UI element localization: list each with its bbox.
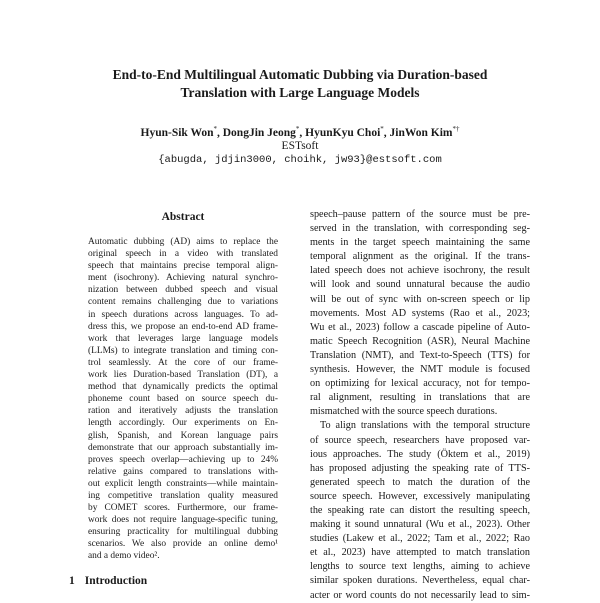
text-line: matic Speech Recognition (ASR), Neural Machine [310, 335, 530, 347]
author-list [60, 122, 540, 140]
text-line: scenarios. We also provide an online demo¹ [88, 539, 278, 550]
author-separator: , [299, 126, 306, 139]
author-affiliation: ESTsoft [281, 140, 319, 152]
text-line: source speech. However, excessively manipulating [310, 490, 530, 502]
text-line: original speech in a video with translated [88, 249, 278, 260]
text-line: ious approaches. The study (Öktem et al., 2019) [310, 448, 530, 460]
text-line: has proposed adjusting the speaking rate of TTS- [310, 462, 530, 474]
text-line: relative gains compared to translations with- [88, 466, 278, 477]
author-name: HyunKyu Choi [305, 126, 381, 139]
author-separator: , [217, 126, 223, 139]
text-line: proves speech overlap—achieving up to 24% [88, 454, 278, 465]
title-line-1: End-to-End Multilingual Automatic Dubbing via Duration-based [112, 67, 488, 82]
text-line: acter or word counts do not necessarily lead to sim- [310, 589, 530, 601]
text-line: work does not require language-specific tuning, [88, 515, 278, 526]
text-line: lated speech does not achieve isochrony, the result [310, 265, 530, 277]
text-line: on optimizing for lexical accuracy, not for tempo- [310, 378, 530, 390]
text-line: glish, Spanish, and Korean language pairs [88, 430, 278, 441]
text-line: dress this, we propose an end-to-end AD frame- [88, 321, 278, 332]
author-mark: * [213, 125, 217, 133]
text-line: phoneme count based on source speech du- [88, 394, 278, 405]
text-line: served in the translation, with corresponding seg- [310, 223, 530, 235]
section-title: Introduction [84, 575, 148, 587]
text-line: content remains challenging due to variations [88, 297, 278, 308]
text-line: length accordingly. Our experiments on En- [88, 418, 278, 429]
text-line: out explicit length constraints—while maintain- [88, 478, 278, 489]
text-line: the speaking rate can distort the resulting speech, [310, 504, 530, 516]
author-mark: * [380, 125, 384, 133]
text-line: generated speech to match the duration of the [310, 476, 530, 488]
text-line: method that dynamically predicts the optimal [88, 382, 278, 393]
author-emails: {abugda, jdjin3000, choihk, jw93}@estsoft.com [158, 154, 442, 166]
text-line: of source speech, researchers have proposed var- [310, 434, 530, 446]
abstract-heading: Abstract [161, 211, 205, 223]
text-line: work lies Duration-based Translation (DT), a [88, 370, 278, 381]
text-line: ration and iteratively adjusts the translation [88, 406, 278, 417]
text-line: temporal alignment as the original. If the trans- [310, 251, 530, 263]
text-line: synthesis. However, the NMT module is focused [310, 364, 530, 376]
section-number: 1 [69, 575, 75, 587]
text-line: work that leverages large language models [88, 333, 278, 344]
text-line: To align translations with the temporal structure [320, 420, 530, 432]
author-name: Hyun-Sik Won [140, 126, 214, 139]
text-line: ensuring practicality for multilingual dubbing [88, 527, 278, 538]
section-heading-introduction [69, 574, 147, 588]
text-line: speech that maintains precise temporal align- [88, 261, 278, 272]
text-line: movements. Most AD systems (Rao et al., 2023; [310, 307, 530, 319]
text-line: in speech durations across languages. To ad- [88, 309, 278, 320]
text-line: Wu et al., 2023) follow a cascade pipeline of Auto- [310, 321, 530, 333]
author-mark: *† [452, 125, 460, 133]
text-line: et al., 2023) have attempted to match translation [310, 547, 530, 559]
text-line: lengths to source text lengths, aiming to achieve [310, 561, 530, 573]
text-line: making it sound unnatural (Wu et al., 2023). Other [310, 519, 530, 531]
abstract-body [88, 236, 278, 563]
text-line: and a demo video². [88, 551, 160, 562]
text-line: demonstrate that our approach substantially im- [88, 442, 278, 453]
author-name: JinWon Kim [389, 126, 453, 139]
text-line: will be out of sync with on-screen speech or lip [310, 293, 530, 305]
text-line: ral alignment, resulting in translations that are [310, 392, 530, 404]
paper-title [60, 66, 540, 102]
author-mark: * [295, 125, 300, 133]
text-line: similar spoken durations. Nevertheless, equal char- [310, 575, 530, 587]
title-line-2: Translation with Large Language Models [180, 85, 420, 100]
text-line: Automatic dubbing (AD) aims to replace the [88, 237, 278, 247]
text-line: will look and sound unnatural because the audio [310, 279, 530, 291]
text-line: by COMET scores. Furthermore, our frame- [88, 503, 278, 514]
text-line: ing competitive translation quality measured [88, 490, 278, 501]
text-line: Translation (NMT), and Text-to-Speech (TTS) for [310, 349, 530, 361]
author-name: DongJin Jeong [222, 126, 296, 139]
text-line: (LLMs) to integrate translation and timing con- [88, 345, 278, 356]
text-line: ment (isochrony). Achieving natural synchro- [88, 273, 278, 284]
text-line: mismatched with the source speech durations. [310, 406, 498, 418]
text-line: trol seamlessly. At the core of our frame- [88, 357, 278, 368]
text-line: speech–pause pattern of the source must be pre- [310, 209, 530, 220]
right-column-body [310, 208, 530, 603]
text-line: ments in the target speech maintaining the same [310, 237, 530, 249]
text-line: studies (Lakew et al., 2022; Tam et al., 2022; Rao [310, 533, 530, 545]
author-separator: , [383, 126, 390, 139]
text-line: nization between dubbed speech and visual [88, 285, 278, 296]
